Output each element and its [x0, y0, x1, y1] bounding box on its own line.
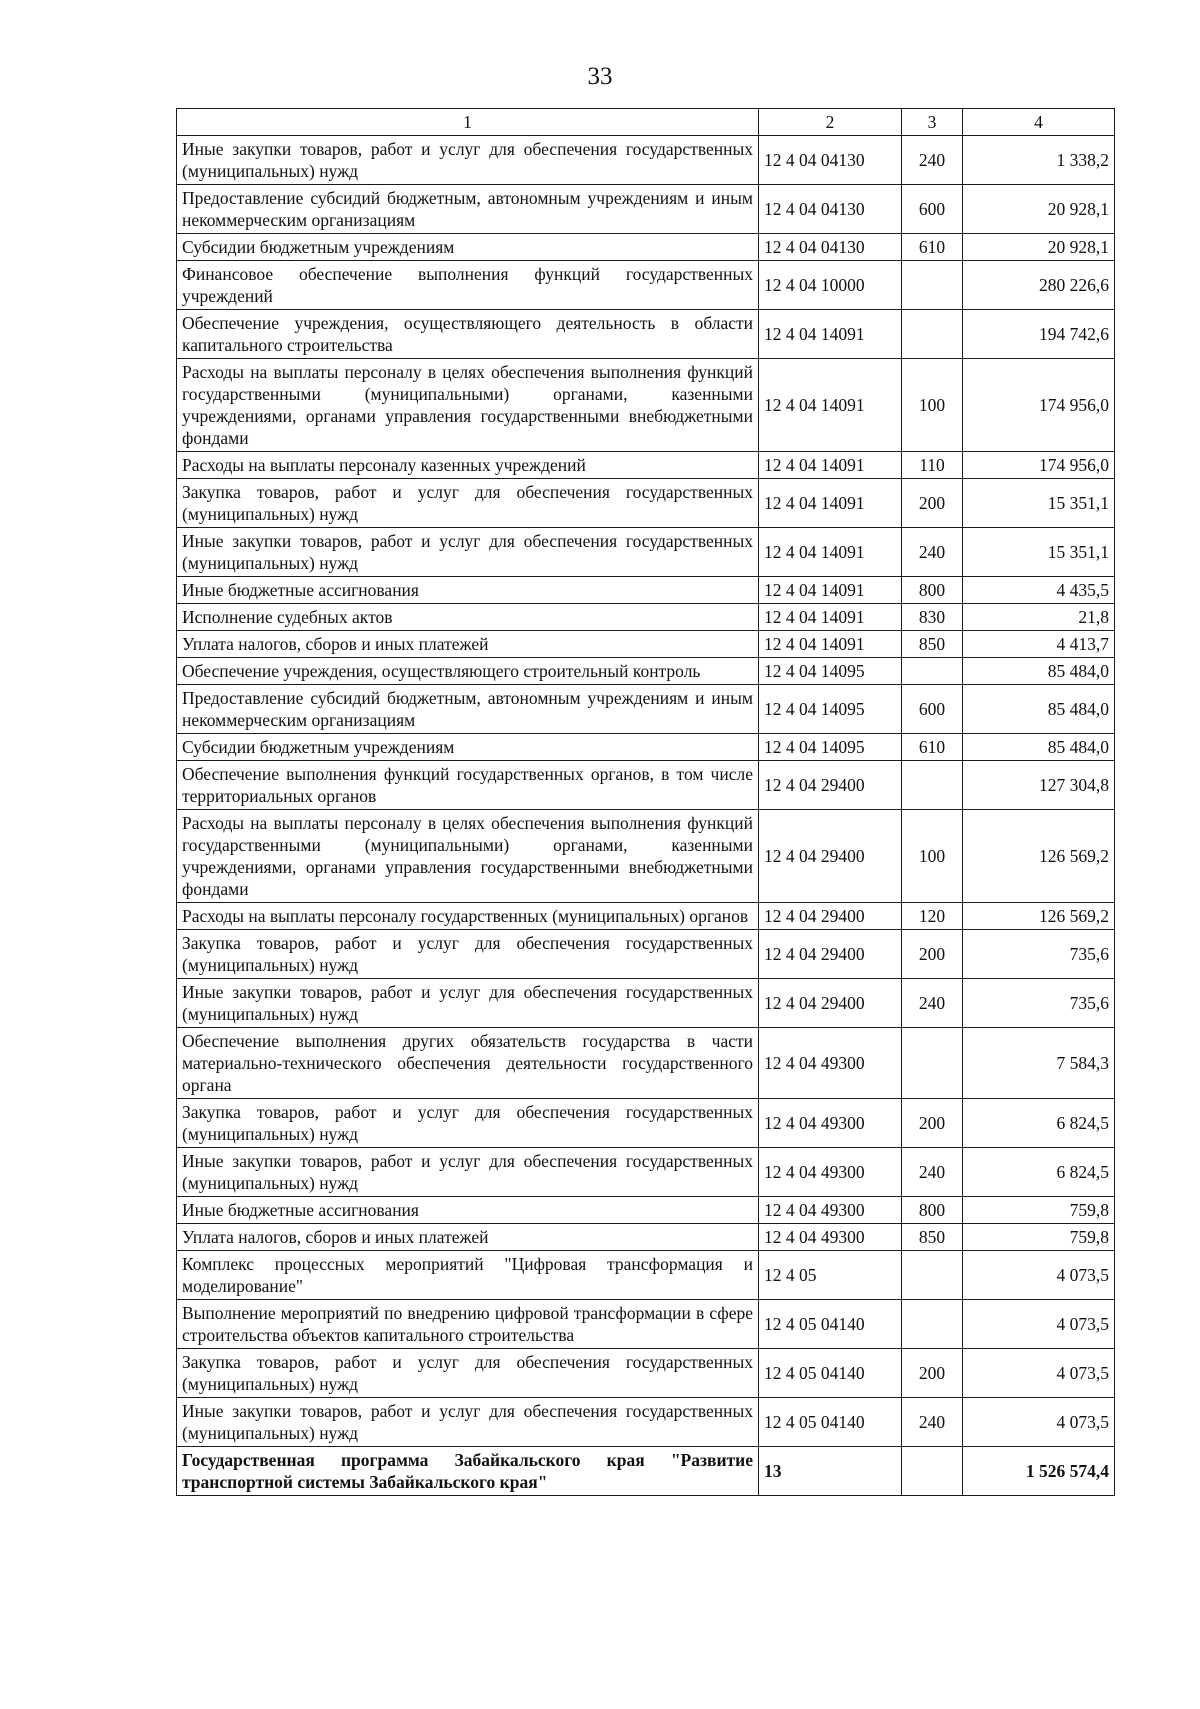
- row-name-cell: Расходы на выплаты персоналу государственных (муниципальных) органов: [177, 903, 759, 930]
- row-name-cell: Закупка товаров, работ и услуг для обеспечения государственных (муниципальных) нужд: [177, 1349, 759, 1398]
- table-row: [177, 734, 1115, 761]
- table-row: [177, 631, 1115, 658]
- row-amount-cell: 174 956,0: [963, 452, 1115, 479]
- row-type-cell: 850: [902, 1224, 963, 1251]
- row-name-cell: Уплата налогов, сборов и иных платежей: [177, 1224, 759, 1251]
- row-type-cell: [902, 761, 963, 810]
- row-name-cell: Обеспечение учреждения, осуществляющего строительный контроль: [177, 658, 759, 685]
- table-row: [177, 1349, 1115, 1398]
- table-row: [177, 604, 1115, 631]
- table-row: [177, 261, 1115, 310]
- row-amount-cell: 7 584,3: [963, 1028, 1115, 1099]
- row-type-cell: 240: [902, 1148, 963, 1197]
- table-row: [177, 136, 1115, 185]
- row-amount-cell: 20 928,1: [963, 234, 1115, 261]
- header-col-code: 2: [759, 109, 902, 136]
- row-type-cell: 240: [902, 528, 963, 577]
- row-amount-cell: 126 569,2: [963, 810, 1115, 903]
- row-type-cell: 610: [902, 234, 963, 261]
- row-code-cell: 12 4 04 04130: [759, 234, 902, 261]
- table-row: [177, 1148, 1115, 1197]
- row-type-cell: 200: [902, 930, 963, 979]
- row-code-cell: 12 4 04 29400: [759, 930, 902, 979]
- row-code-cell: 12 4 04 14095: [759, 685, 902, 734]
- row-code-cell: 12 4 05 04140: [759, 1349, 902, 1398]
- budget-table: [176, 108, 1115, 1496]
- row-amount-cell: 4 073,5: [963, 1349, 1115, 1398]
- row-code-cell: 12 4 04 49300: [759, 1197, 902, 1224]
- row-amount-cell: 1 526 574,4: [963, 1447, 1115, 1496]
- row-code-cell: 12 4 04 29400: [759, 979, 902, 1028]
- row-type-cell: 100: [902, 359, 963, 452]
- row-amount-cell: 85 484,0: [963, 685, 1115, 734]
- row-name-cell: Закупка товаров, работ и услуг для обеспечения государственных (муниципальных) нужд: [177, 479, 759, 528]
- row-name-cell: Иные бюджетные ассигнования: [177, 1197, 759, 1224]
- row-name-cell: Финансовое обеспечение выполнения функций государственных учреждений: [177, 261, 759, 310]
- row-type-cell: 240: [902, 1398, 963, 1447]
- row-type-cell: 200: [902, 1349, 963, 1398]
- row-code-cell: 12 4 05 04140: [759, 1300, 902, 1349]
- row-name-cell: Иные закупки товаров, работ и услуг для обеспечения государственных (муниципальных) нужд: [177, 1148, 759, 1197]
- row-code-cell: 13: [759, 1447, 902, 1496]
- row-code-cell: 12 4 04 14091: [759, 452, 902, 479]
- row-amount-cell: 759,8: [963, 1224, 1115, 1251]
- row-name-cell: Обеспечение выполнения функций государственных органов, в том числе территориальных органов: [177, 761, 759, 810]
- row-amount-cell: 4 435,5: [963, 577, 1115, 604]
- row-name-cell: Иные закупки товаров, работ и услуг для обеспечения государственных (муниципальных) нужд: [177, 528, 759, 577]
- row-code-cell: 12 4 04 14091: [759, 631, 902, 658]
- row-amount-cell: 174 956,0: [963, 359, 1115, 452]
- row-code-cell: 12 4 04 14091: [759, 359, 902, 452]
- row-name-cell: Обеспечение выполнения других обязательств государства в части материально-технического обеспечения деятельности государственного органа: [177, 1028, 759, 1099]
- row-amount-cell: 280 226,6: [963, 261, 1115, 310]
- table-row: [177, 1197, 1115, 1224]
- row-name-cell: Иные закупки товаров, работ и услуг для обеспечения государственных (муниципальных) нужд: [177, 979, 759, 1028]
- row-amount-cell: 1 338,2: [963, 136, 1115, 185]
- row-name-cell: Обеспечение учреждения, осуществляющего деятельность в области капитального строительства: [177, 310, 759, 359]
- row-name-cell: Субсидии бюджетным учреждениям: [177, 734, 759, 761]
- row-type-cell: 800: [902, 1197, 963, 1224]
- table-row: [177, 1251, 1115, 1300]
- row-type-cell: 200: [902, 479, 963, 528]
- row-code-cell: 12 4 04 29400: [759, 810, 902, 903]
- row-code-cell: 12 4 04 49300: [759, 1224, 902, 1251]
- row-type-cell: 200: [902, 1099, 963, 1148]
- row-name-cell: Расходы на выплаты персоналу казенных учреждений: [177, 452, 759, 479]
- row-code-cell: 12 4 04 49300: [759, 1148, 902, 1197]
- row-name-cell: Иные закупки товаров, работ и услуг для обеспечения государственных (муниципальных) нужд: [177, 1398, 759, 1447]
- row-amount-cell: 735,6: [963, 979, 1115, 1028]
- row-type-cell: 600: [902, 685, 963, 734]
- row-name-cell: Предоставление субсидий бюджетным, автономным учреждениям и иным некоммерческим организациям: [177, 685, 759, 734]
- row-type-cell: [902, 1447, 963, 1496]
- row-type-cell: 100: [902, 810, 963, 903]
- table-row: [177, 658, 1115, 685]
- table-row: [177, 577, 1115, 604]
- table-row: [177, 1099, 1115, 1148]
- header-row: [177, 109, 1115, 136]
- table-row: [177, 479, 1115, 528]
- row-type-cell: 110: [902, 452, 963, 479]
- table-row: [177, 310, 1115, 359]
- row-amount-cell: 15 351,1: [963, 479, 1115, 528]
- table-row: [177, 1300, 1115, 1349]
- row-code-cell: 12 4 04 10000: [759, 261, 902, 310]
- row-amount-cell: 127 304,8: [963, 761, 1115, 810]
- row-type-cell: [902, 1300, 963, 1349]
- row-amount-cell: 194 742,6: [963, 310, 1115, 359]
- row-code-cell: 12 4 04 14091: [759, 479, 902, 528]
- row-amount-cell: 20 928,1: [963, 185, 1115, 234]
- row-code-cell: 12 4 04 14095: [759, 658, 902, 685]
- row-code-cell: 12 4 04 49300: [759, 1099, 902, 1148]
- row-type-cell: 120: [902, 903, 963, 930]
- table-row: [177, 528, 1115, 577]
- row-name-cell: Иные закупки товаров, работ и услуг для обеспечения государственных (муниципальных) нужд: [177, 136, 759, 185]
- header-col-name: 1: [177, 109, 759, 136]
- row-name-cell: Закупка товаров, работ и услуг для обеспечения государственных (муниципальных) нужд: [177, 930, 759, 979]
- row-amount-cell: 4 073,5: [963, 1251, 1115, 1300]
- row-type-cell: [902, 261, 963, 310]
- row-type-cell: 600: [902, 185, 963, 234]
- header-col-type: 3: [902, 109, 963, 136]
- row-amount-cell: 85 484,0: [963, 734, 1115, 761]
- row-code-cell: 12 4 04 29400: [759, 761, 902, 810]
- row-code-cell: 12 4 05: [759, 1251, 902, 1300]
- table-header: [177, 109, 1115, 136]
- table-body: [177, 136, 1115, 1496]
- row-code-cell: 12 4 04 49300: [759, 1028, 902, 1099]
- table-row: [177, 1447, 1115, 1496]
- table-row: [177, 359, 1115, 452]
- row-code-cell: 12 4 04 29400: [759, 903, 902, 930]
- row-code-cell: 12 4 04 14091: [759, 604, 902, 631]
- row-amount-cell: 735,6: [963, 930, 1115, 979]
- row-type-cell: 830: [902, 604, 963, 631]
- row-amount-cell: 6 824,5: [963, 1099, 1115, 1148]
- row-amount-cell: 759,8: [963, 1197, 1115, 1224]
- row-code-cell: 12 4 04 04130: [759, 185, 902, 234]
- row-amount-cell: 126 569,2: [963, 903, 1115, 930]
- row-type-cell: 800: [902, 577, 963, 604]
- row-type-cell: [902, 1251, 963, 1300]
- row-amount-cell: 4 073,5: [963, 1300, 1115, 1349]
- row-type-cell: 240: [902, 136, 963, 185]
- row-amount-cell: 4 073,5: [963, 1398, 1115, 1447]
- row-name-cell: Государственная программа Забайкальского края "Развитие транспортной системы Забайкальского края": [177, 1447, 759, 1496]
- row-code-cell: 12 4 05 04140: [759, 1398, 902, 1447]
- table-row: [177, 930, 1115, 979]
- table-row: [177, 1224, 1115, 1251]
- row-type-cell: 610: [902, 734, 963, 761]
- row-type-cell: [902, 310, 963, 359]
- row-code-cell: 12 4 04 14091: [759, 577, 902, 604]
- row-name-cell: Выполнение мероприятий по внедрению цифровой трансформации в сфере строительства объектов капитального строительства: [177, 1300, 759, 1349]
- row-code-cell: 12 4 04 14091: [759, 528, 902, 577]
- row-type-cell: 240: [902, 979, 963, 1028]
- table-row: [177, 761, 1115, 810]
- row-amount-cell: 85 484,0: [963, 658, 1115, 685]
- page-number: 33: [587, 63, 613, 90]
- row-amount-cell: 21,8: [963, 604, 1115, 631]
- row-type-cell: 850: [902, 631, 963, 658]
- row-name-cell: Закупка товаров, работ и услуг для обеспечения государственных (муниципальных) нужд: [177, 1099, 759, 1148]
- row-name-cell: Исполнение судебных актов: [177, 604, 759, 631]
- row-name-cell: Предоставление субсидий бюджетным, автономным учреждениям и иным некоммерческим организациям: [177, 185, 759, 234]
- table-row: [177, 903, 1115, 930]
- row-amount-cell: 15 351,1: [963, 528, 1115, 577]
- row-name-cell: Расходы на выплаты персоналу в целях обеспечения выполнения функций государственными (муниципальными) органами, казенными учреждениями, органами управления государственными внебюджетными фондами: [177, 359, 759, 452]
- row-type-cell: [902, 658, 963, 685]
- table-row: [177, 810, 1115, 903]
- row-code-cell: 12 4 04 14095: [759, 734, 902, 761]
- row-amount-cell: 6 824,5: [963, 1148, 1115, 1197]
- row-code-cell: 12 4 04 04130: [759, 136, 902, 185]
- table-row: [177, 1028, 1115, 1099]
- row-name-cell: Расходы на выплаты персоналу в целях обеспечения выполнения функций государственными (муниципальными) органами, казенными учреждениями, органами управления государственными внебюджетными фондами: [177, 810, 759, 903]
- row-name-cell: Субсидии бюджетным учреждениям: [177, 234, 759, 261]
- table-row: [177, 979, 1115, 1028]
- row-code-cell: 12 4 04 14091: [759, 310, 902, 359]
- row-name-cell: Иные бюджетные ассигнования: [177, 577, 759, 604]
- table-row: [177, 452, 1115, 479]
- table-row: [177, 1398, 1115, 1447]
- row-type-cell: [902, 1028, 963, 1099]
- table-row: [177, 185, 1115, 234]
- table-row: [177, 685, 1115, 734]
- row-name-cell: Уплата налогов, сборов и иных платежей: [177, 631, 759, 658]
- row-amount-cell: 4 413,7: [963, 631, 1115, 658]
- header-col-amount: 4: [963, 109, 1115, 136]
- row-name-cell: Комплекс процессных мероприятий "Цифровая трансформация и моделирование": [177, 1251, 759, 1300]
- table-row: [177, 234, 1115, 261]
